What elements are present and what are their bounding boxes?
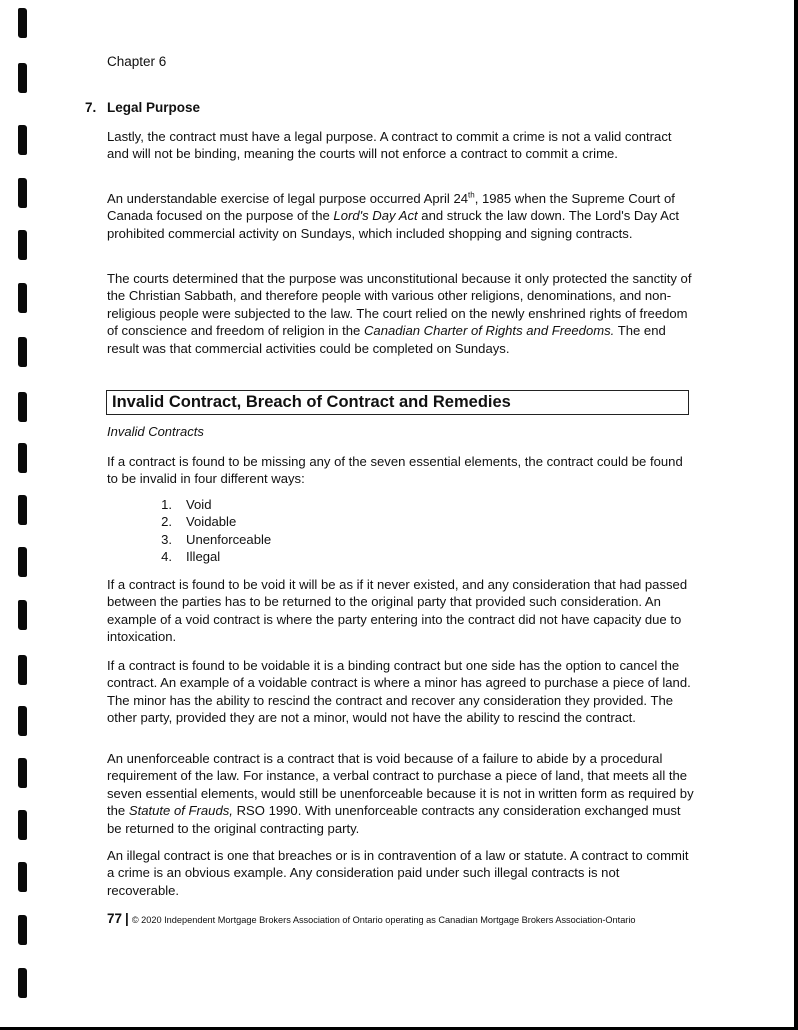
paragraph-voidable: If a contract is found to be voidable it is a binding contract but one side has the option to cancel the contract. An example of a voidable contract is where a minor has agreed to purchase a piece of land. The minor has the ability to rescind the contract and recover any consideration they provided. The other party, provided they are not a minor, would not have the ability to rescind the contract. xyxy=(107,658,691,726)
binding-hole xyxy=(18,758,27,788)
paragraph-illegal: An illegal contract is one that breaches or is in contravention of a law or statute. A contract to commit a crime is an obvious example. Any consideration paid under such illegal contracts is not recoverable. xyxy=(107,848,689,898)
section-title: Legal Purpose xyxy=(107,100,201,115)
section-number: 7. xyxy=(85,100,97,115)
binding-hole xyxy=(18,862,27,892)
binding-hole xyxy=(18,8,27,38)
page-number: 77 xyxy=(107,911,123,926)
binding-hole xyxy=(18,495,27,525)
binding-hole xyxy=(18,178,27,208)
section-banner xyxy=(106,390,689,415)
binding-hole xyxy=(18,547,27,577)
list-item: 4. Illegal xyxy=(161,549,221,565)
scan-right-edge xyxy=(794,0,798,1030)
binding-hole xyxy=(18,968,27,998)
page-footer xyxy=(107,910,636,928)
binding-hole xyxy=(18,230,27,260)
binding-hole xyxy=(18,283,27,313)
paragraph-invalid-intro: If a contract is found to be missing any of the seven essential elements, the contract could be found to be invalid in four different ways: xyxy=(107,454,683,487)
chapter-header: Chapter 6 xyxy=(107,54,167,69)
footer-separator: | xyxy=(125,911,129,926)
binding-hole xyxy=(18,443,27,473)
binding-hole xyxy=(18,392,27,422)
copyright-notice: © 2020 Independent Mortgage Brokers Association of Ontario operating as Canadian Mortgage Brokers Association-Ontario xyxy=(131,915,636,925)
binding-hole xyxy=(18,915,27,945)
binding-hole xyxy=(18,655,27,685)
binding-hole xyxy=(18,125,27,155)
subheading: Invalid Contracts xyxy=(107,424,204,439)
binding-hole xyxy=(18,63,27,93)
binding-hole xyxy=(18,810,27,840)
binding-hole xyxy=(18,337,27,367)
list-item: 1. Void xyxy=(161,497,212,512)
binding-hole xyxy=(18,600,27,630)
banner-title: Invalid Contract, Breach of Contract and Remedies xyxy=(112,393,511,411)
paragraph-lords-day-act: An understandable exercise of legal purpose occurred April 24th, 1985 when the Supreme Court of Canada focused on the purpose of the Lord's Day Act and struck the law down. The Lord's Day Act prohibited commercial activity on Sundays, which included shopping and signing contracts. xyxy=(107,190,680,241)
binding-hole xyxy=(18,706,27,736)
list-item: 2. Voidable xyxy=(161,514,237,530)
invalid-types-list xyxy=(150,496,271,566)
list-item: 3. Unenforceable xyxy=(161,531,272,547)
paragraph-unenforceable: An unenforceable contract is a contract that is void because of a failure to abide by a procedural requirement of the law. For instance, a verbal contract to purchase a piece of land, that meets all the seven essential elements, would still be unenforceable because it is not in written form as required by the Statute of Frauds, RSO 1990. With unenforceable contracts any consideration exchanged must be returned to the original contracting party. xyxy=(107,751,694,836)
paragraph-void: If a contract is found to be void it will be as if it never existed, and any consideration that had passed between the parties has to be returned to the original party that provided such consideration. An example of a void contract is where the party entering into the contract did not have capacity due to intoxication. xyxy=(107,577,688,645)
paragraph-legal-purpose: Lastly, the contract must have a legal purpose. A contract to commit a crime is not a valid contract and will not be binding, meaning the courts will not enforce a contract to commit a crime. xyxy=(107,129,672,162)
paragraph-court-decision: The courts determined that the purpose was unconstitutional because it only protected the sanctity of the Christian Sabbath, and therefore people with various other religions, denominations, and non-religious people were subjected to the law. The court relied on the newly enshrined rights of freedom of conscience and freedom of religion in the Canadian Charter of Rights and Freedoms. The end result was that commercial activities could be completed on Sundays. xyxy=(107,271,692,356)
